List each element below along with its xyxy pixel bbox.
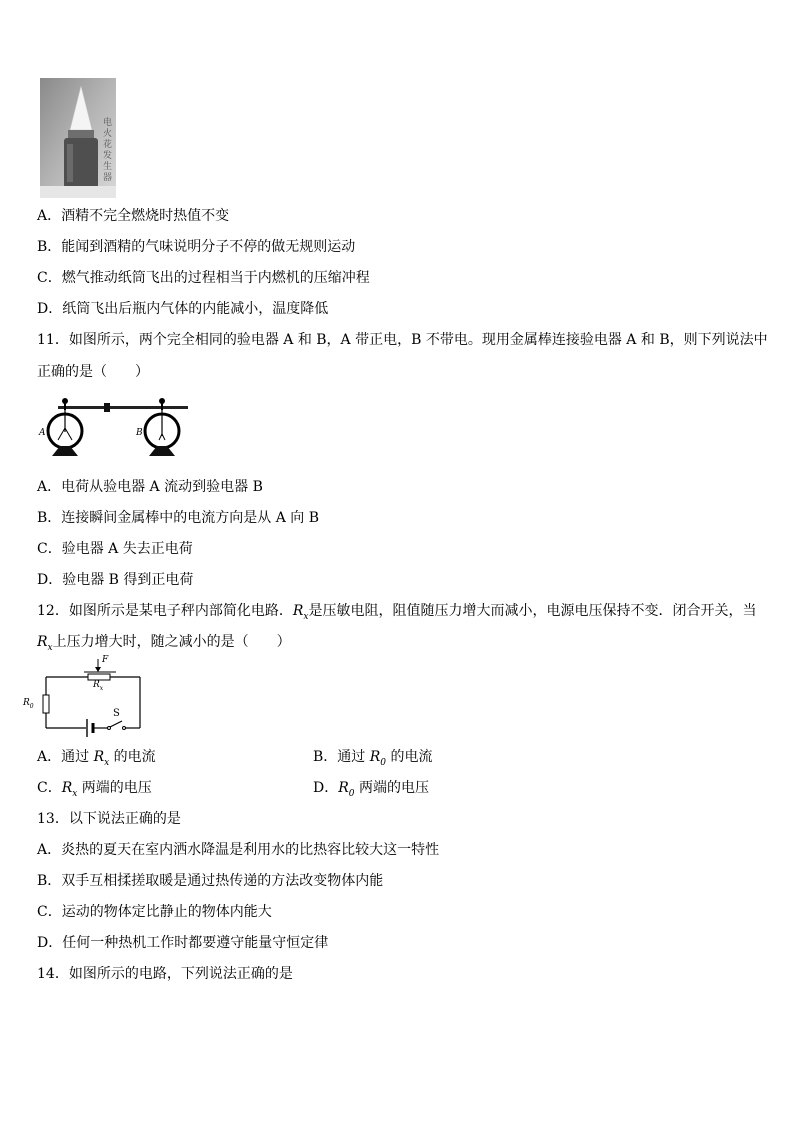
q12-option-c: C．$R_x$ 两端的电压 [37, 780, 152, 799]
q10-option-b: B．能闻到酒精的气味说明分子不停的做无规则运动 [37, 239, 356, 255]
q12-option-b: B．通过 $R_0$ 的电流 [313, 749, 433, 768]
q12-stem-line1-pre: 12．如图所示是某电子秤内部简化电路． [37, 603, 293, 619]
q11-stem-line1: 11．如图所示，两个完全相同的验电器 A 和 B，A 带正电，B 不带电。现用金属棒连接验电器 A 和 B，则下列说法中 [37, 332, 768, 348]
q12-stem-line1-post: 是压敏电阻，阻值随压力增大而减小，电源电压保持不变．闭合开关，当 [308, 603, 757, 619]
q12-figure-label-r0: $R_0$ [23, 698, 34, 710]
q12-var-rx: $R_x$ [37, 634, 53, 653]
q13-stem: 13．以下说法正确的是 [37, 811, 181, 827]
q12-option-d: D．$R_0$ 两端的电压 [313, 780, 429, 799]
q10-photo [40, 78, 116, 198]
q10-option-a: A．酒精不完全燃烧时热值不变 [37, 208, 230, 224]
q11-stem-line2: 正确的是（ ） [37, 364, 149, 380]
q12-option-a: A．通过 $R_x$ 的电流 [37, 749, 156, 768]
q11-option-a: A．电荷从验电器 A 流动到验电器 B [37, 479, 263, 495]
q12-figure-label-rx: $R_x$ [93, 680, 104, 692]
q12-stem-line2 [37, 632, 291, 658]
q11-option-d: D．验电器 B 得到正电荷 [37, 572, 194, 588]
q13-option-b: B．双手互相揉搓取暖是通过热传递的方法改变物体内能 [37, 873, 384, 889]
q13-option-d: D．任何一种热机工作时都要遵守能量守恒定律 [37, 935, 329, 951]
q11-option-b: B．连接瞬间金属棒中的电流方向是从 A 向 B [37, 510, 320, 526]
q10-photo-caption: 电火花发生器 [103, 118, 113, 183]
q11-figure-label-b: B [136, 428, 143, 438]
q12-figure-label-s: S [113, 708, 120, 719]
q13-option-a: A．炎热的夏天在室内洒水降温是利用水的比热容比较大这一特性 [37, 842, 440, 858]
q12-stem-line1 [37, 601, 756, 627]
q12-var-rx: $R_x$ [292, 603, 309, 622]
q11-figure-label-a: A [39, 428, 46, 438]
q12-figure-label-f: F [102, 655, 109, 665]
q10-option-c: C．燃气推动纸筒飞出的过程相当于内燃机的压缩冲程 [37, 270, 370, 286]
q12-circuit-figure [23, 655, 144, 738]
q11-option-c: C．验电器 A 失去正电荷 [37, 541, 193, 557]
q10-option-d: D．纸筒飞出后瓶内气体的内能减小，温度降低 [37, 301, 329, 317]
q14-stem: 14．如图所示的电路，下列说法正确的是 [37, 966, 293, 982]
q11-electroscope-figure [38, 398, 198, 460]
q13-option-c: C．运动的物体定比静止的物体内能大 [37, 904, 272, 920]
q12-stem-line2-post: 上压力增大时，随之减小的是（ ） [52, 634, 291, 650]
